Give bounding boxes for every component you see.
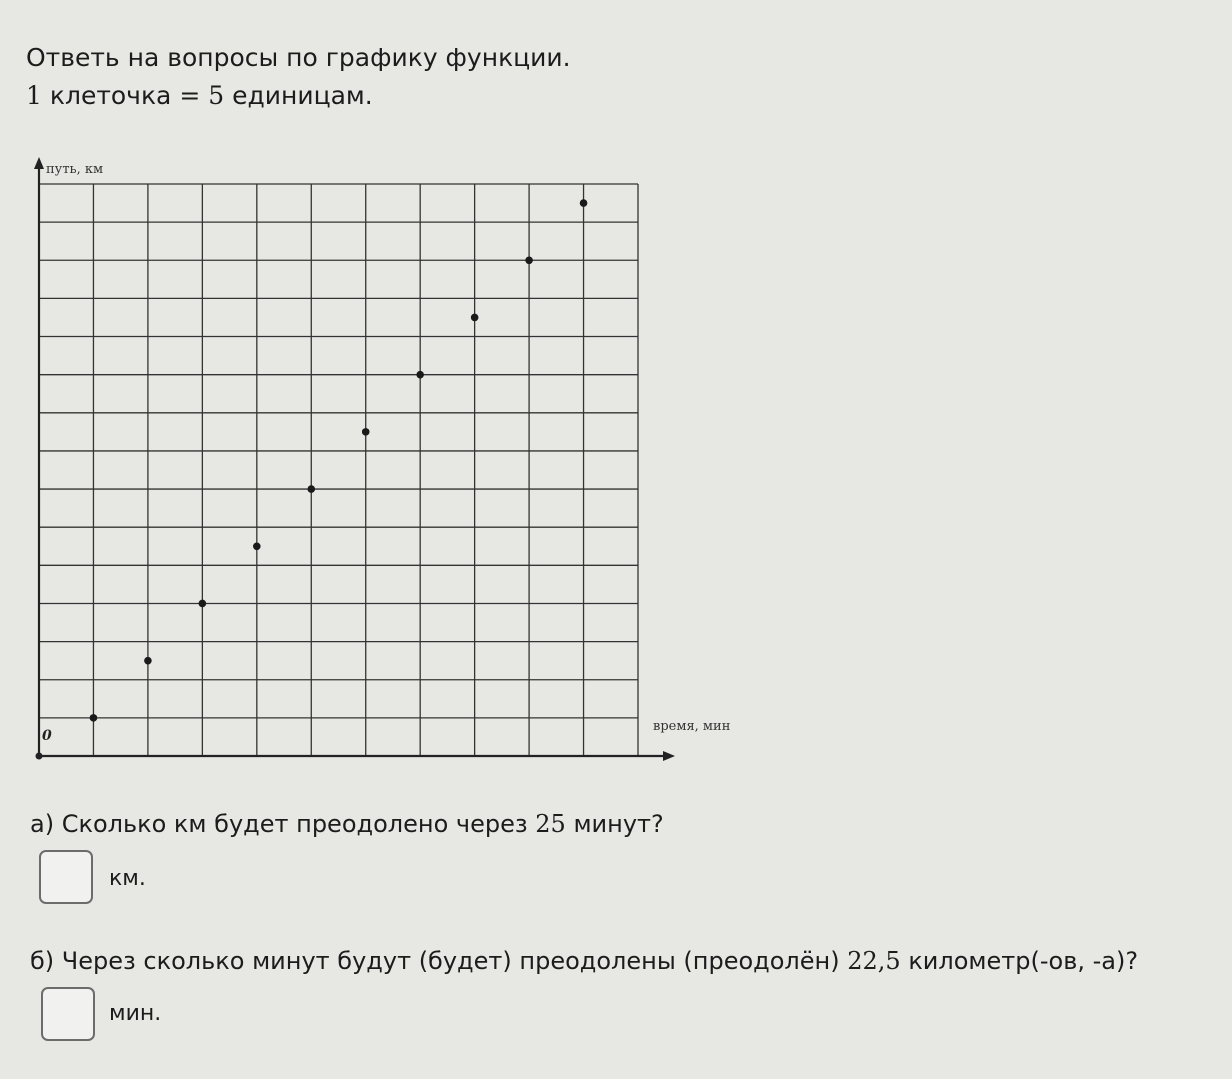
answer-a-input[interactable] (39, 850, 93, 904)
x-axis-label: время, мин (653, 719, 731, 734)
data-point (471, 314, 479, 322)
question-b-number: 22,5 (847, 947, 901, 975)
origin-dot (36, 753, 43, 760)
question-b (30, 944, 1138, 978)
y-axis-arrow (34, 157, 44, 169)
question-a-suffix: минут? (573, 810, 664, 838)
question-a-prefix: а) Сколько км будет преодолено через (30, 810, 528, 838)
answer-b-unit: мин. (109, 1001, 162, 1026)
task-subtitle (26, 78, 373, 114)
subtitle-value: 5 (208, 81, 225, 110)
data-point (253, 542, 261, 550)
subtitle-number: 1 (26, 81, 42, 110)
data-point (307, 485, 315, 493)
data-points (90, 199, 588, 721)
y-axis-label: путь, км (46, 162, 104, 177)
subtitle-text: клеточка (49, 81, 172, 110)
question-a (30, 807, 664, 841)
answer-a-unit: км. (109, 866, 146, 891)
origin-label: 0 (42, 728, 52, 744)
subtitle-equals: = (179, 81, 201, 110)
answer-b-input[interactable] (41, 987, 95, 1041)
question-b-prefix: б) Через сколько минут будут (будет) преодолены (преодолён) (30, 947, 840, 975)
task-title: Ответь на вопросы по графику функции. (26, 43, 571, 72)
subtitle-end: единицам. (232, 81, 373, 110)
data-point (525, 256, 533, 264)
function-graph (0, 150, 800, 770)
data-point (90, 714, 98, 722)
data-point (199, 600, 207, 608)
data-point (362, 428, 370, 436)
question-a-number: 25 (535, 810, 566, 838)
data-point (416, 371, 424, 379)
x-axis-arrow (663, 751, 675, 761)
data-point (580, 199, 588, 207)
grid (39, 184, 638, 756)
data-point (144, 657, 152, 665)
question-b-suffix: километр(-ов, -а)? (908, 947, 1139, 975)
